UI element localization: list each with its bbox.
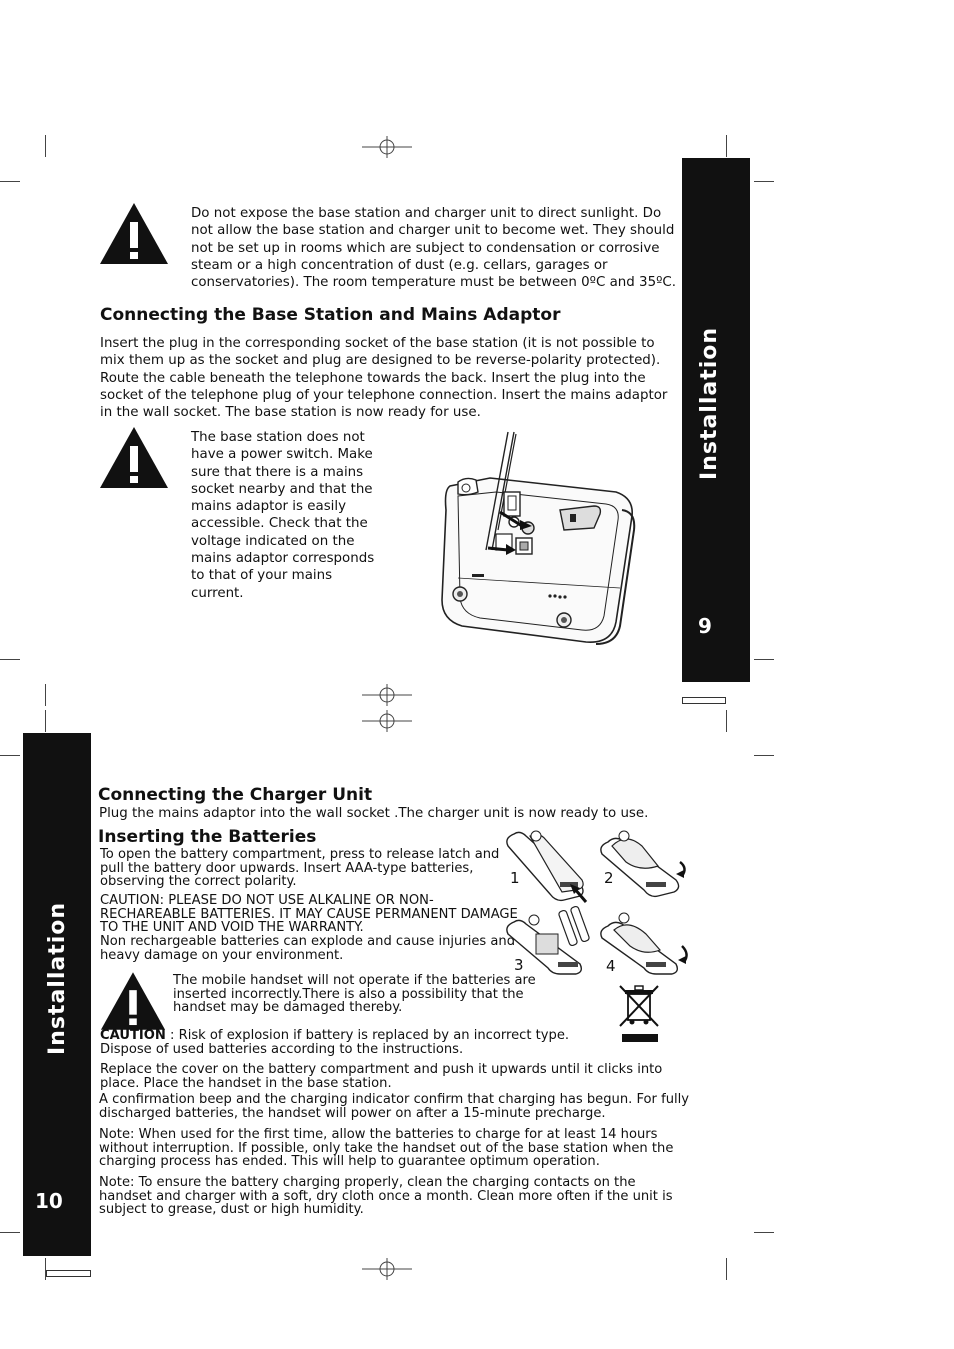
- base-station-body: Insert the plug in the corresponding socket of the base station (it is not possible to mix them up as the socket and plug are designed to be reverse-polarity protected). Route the cable beneath the telephone towards the back. Insert the plug into the socket of the telephone plug of your telephone connection. Insert the mains adaptor in the wall socket. The base station is now ready for use.: [100, 336, 668, 421]
- note-first-use-text: Note: When used for the first time, allow the batteries to charge for at least 14 hours without interruption. If possible, only take the handset out of the base station when the charging process has ended. This will help to guarantee optimum operation.: [99, 1127, 674, 1170]
- caution-explosion-body: : Risk of explosion if battery is replaced by an incorrect type. Dispose of used batteries according to the instructions.: [100, 1028, 570, 1057]
- warning-triangle-icon: [100, 971, 166, 1031]
- base-station-illustration: [436, 430, 640, 646]
- section-heading-batteries: Inserting the Batteries: [98, 827, 317, 847]
- caution-explosion-text: [100, 1029, 620, 1056]
- step-label-4: 4: [606, 957, 616, 975]
- step-label-3: 3: [514, 956, 524, 974]
- registration-mark-icon: [362, 136, 412, 158]
- note-cleaning-text: Note: To ensure the battery charging properly, clean the charging contacts on the handset and charger with a soft, dry cloth once a month. Clean more often if the unit is subject to grease, dust or high humidity.: [99, 1175, 673, 1218]
- step-1-handset: [507, 831, 586, 902]
- caution-explode: Non rechargeable batteries can explode and cause injuries and heavy damage on your environment.: [100, 934, 516, 963]
- page-number: 9: [698, 614, 712, 638]
- side-tab-installation: [682, 158, 750, 682]
- confirmation-text: A confirmation beep and the charging indicator confirm that charging has begun. For fully discharged batteries, the handset will power on after a 15-minute precharge.: [99, 1092, 690, 1121]
- registration-mark-icon: [362, 1258, 412, 1280]
- warning-triangle-icon: [99, 426, 169, 489]
- caution-label: CAUTION: [100, 1028, 166, 1043]
- step-label-2: 2: [604, 869, 614, 887]
- registration-mark-icon: [362, 710, 412, 732]
- step-label-1: 1: [510, 869, 520, 887]
- warning-triangle-icon: [99, 202, 169, 265]
- side-tab-label: Installation: [697, 326, 722, 480]
- registration-mark-icon: [362, 684, 412, 706]
- warning-power-text: The base station does not have a power switch. Make sure that there is a mains socket nearby and that the mains adaptor is easily accessible. Check that the voltage indicated on the mains adaptor corresponds to that of your mains current.: [191, 430, 375, 601]
- caution-non-rechargeable: CAUTION: PLEASE DO NOT USE ALKALINE OR NON-RECHAREABLE BATTERIES. IT MAY CAUSE PERMANENT DAMAGE TO THE UNIT AND VOID THE WARRANTY.: [100, 893, 518, 936]
- section-heading-charger: Connecting the Charger Unit: [98, 785, 373, 805]
- side-tab-installation: [23, 733, 91, 1256]
- side-tab-label: Installation: [45, 901, 70, 1055]
- page-number: 10: [35, 1189, 63, 1213]
- charger-body: Plug the mains adaptor into the wall socket .The charger unit is now ready to use.: [99, 806, 649, 821]
- batteries-body: To open the battery compartment, press to release latch and pull the battery door upwards. Insert AAA-type batteries, observing the correct polarity.: [100, 847, 500, 890]
- weee-crossed-bin-icon: [618, 984, 662, 1044]
- warning-handset-text: The mobile handset will not operate if the batteries are inserted incorrectly.There is also a possibility that the handset may be damaged thereby.: [173, 973, 536, 1016]
- section-heading-base-station: Connecting the Base Station and Mains Adaptor: [100, 305, 561, 325]
- battery-steps-illustration: [500, 826, 700, 976]
- warning-sunlight-text: Do not expose the base station and charger unit to direct sunlight. Do not allow the base station and charger unit to become wet. They should not be set up in rooms which are subject to condensation or corrosive steam or a high concentration of dust (e.g. cellars, garages or conservatories). The room temperature must be between 0ºC and 35ºC.: [191, 206, 677, 291]
- replace-cover-text: Replace the cover on the battery compartment and push it upwards until it clicks into place. Place the handset in the base station.: [100, 1062, 663, 1091]
